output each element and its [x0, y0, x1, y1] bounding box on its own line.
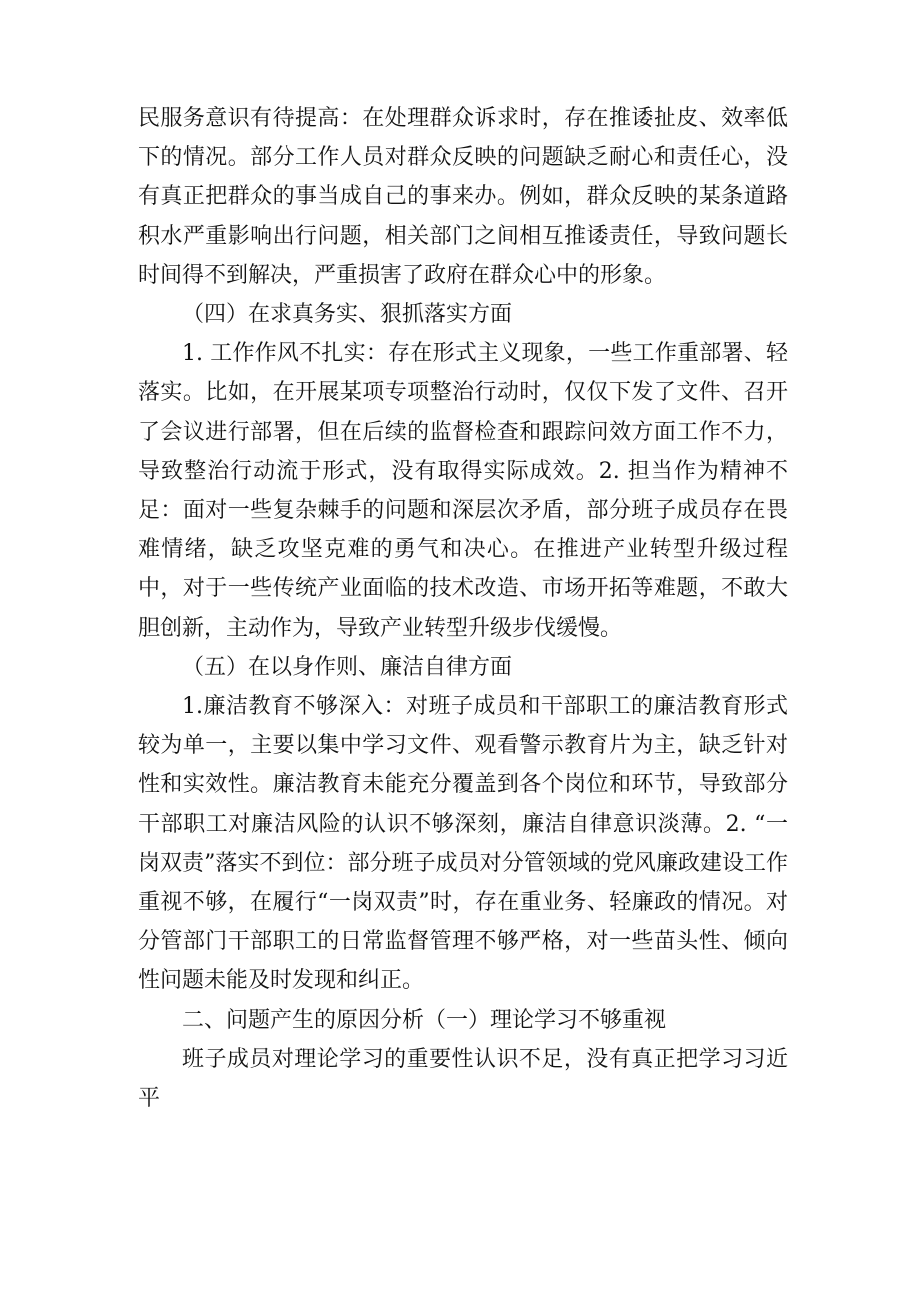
paragraph-integrity-education: 1.廉洁教育不够深入：对班子成员和干部职工的廉洁教育形式较为单一，主要以集中学习文件、观看警示教育片为主，缺乏针对性和实效性。廉洁教育未能充分覆盖到各个岗位和环节，导致部分干部职工对廉洁风险的认识不够深刻，廉洁自律意识淡薄。2. “一岗双责”落实不到位：部分班子成员对分管领域的党风廉政建设工作重视不够，在履行“一岗双责”时，存在重业务、轻廉政的情况。对分管部门干部职工的日常监督管理不够严格，对一些苗头性、倾向性问题未能及时发现和纠正。	[138, 694, 788, 994]
paragraph-service-awareness: 民服务意识有待提高：在处理群众诉求时，存在推诿扯皮、效率低下的情况。部分工作人员对群众反映的问题缺乏耐心和责任心，没有真正把群众的事当成自己的事来办。例如，群众反映的某条道路积水严重影响出行问题，相关部门之间相互推诿责任，导致问题长时间得不到解决，严重损害了政府在群众心中的形象。	[138, 106, 788, 288]
section-heading-cause-analysis: 二、问题产生的原因分析（一）理论学习不够重视	[182, 1007, 667, 1033]
section-heading-five: （五）在以身作则、廉洁自律方面	[182, 654, 513, 680]
section-heading-four: （四）在求真务实、狠抓落实方面	[182, 302, 513, 328]
paragraph-theory-study: 班子成员对理论学习的重要性认识不足，没有真正把学习习近平	[138, 1046, 788, 1112]
document-body	[138, 99, 788, 1118]
paragraph-work-style: 1. 工作作风不扎实：存在形式主义现象，一些工作重部署、轻落实。比如，在开展某项专项整治行动时，仅仅下发了文件、召开了会议进行部署，但在后续的监督检查和跟踪问效方面工作不力，导致整治行动流于形式，没有取得实际成效。2. 担当作为精神不足：面对一些复杂棘手的问题和深层次矛盾，部分班子成员存在畏难情绪，缺乏攻坚克难的勇气和决心。在推进产业转型升级过程中，对于一些传统产业面临的技术改造、市场开拓等难题，不敢大胆创新，主动作为，导致产业转型升级步伐缓慢。	[138, 341, 788, 641]
